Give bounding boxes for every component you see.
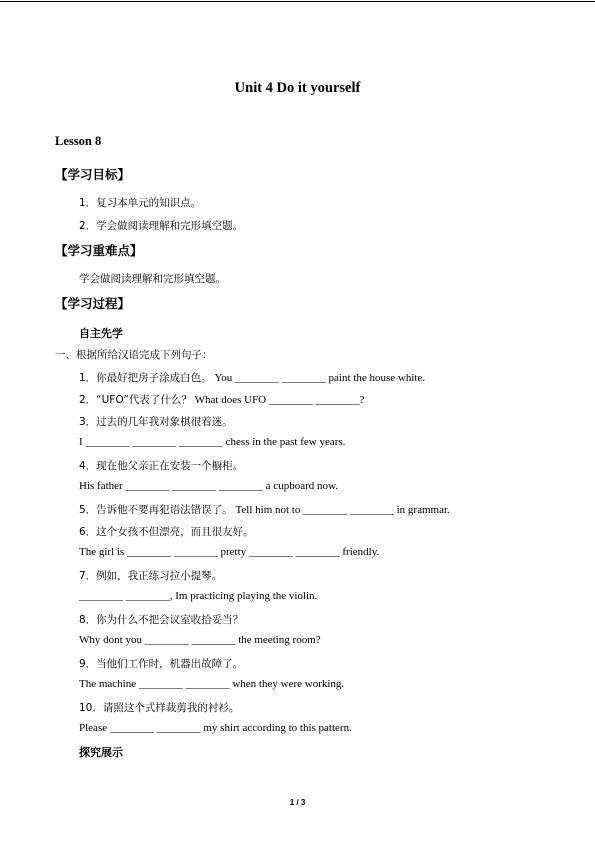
exercise-row-7-answer [79, 590, 317, 602]
exercise-row-8 [79, 612, 243, 627]
exercise-row-1 [79, 370, 425, 385]
exercise-row-7 [79, 568, 222, 583]
exercise-row-10 [79, 700, 239, 715]
keypoints-heading: 【学习重难点】 [55, 243, 143, 258]
exercise-row-4 [79, 458, 243, 473]
exercise-cn: 4．现在他父亲正在安装一个橱柜。 [79, 460, 244, 472]
exercise-cn: 10．请照这个式样裁剪我的衬衫。 [79, 702, 240, 714]
exercise-en: The girl is ________ ________ pretty ________ ________ friendly. [79, 546, 380, 558]
exercise-en: Why dont you ________ ________ the meeting room? [79, 634, 321, 646]
exercise-row-3-answer [79, 436, 345, 448]
exercise-cn: 6．这个女孩不但漂亮，而且很友好。 [79, 526, 254, 538]
exercise-row-2 [79, 392, 365, 407]
page-title: Unit 4 Do it yourself [234, 80, 361, 96]
page-number: 1 / 3 [289, 798, 306, 807]
exercise-cn: 8．你为什么不把会议室收拾妥当？ [79, 614, 244, 626]
exercise-row-9-answer [79, 678, 344, 690]
process-heading: 【学习过程】 [55, 296, 131, 311]
exercise-row-6 [79, 524, 254, 539]
self-study-heading: 自主先学 [79, 327, 123, 340]
lesson-heading: Lesson 8 [55, 134, 102, 148]
exercise-en: Please ________ ________ my shirt according to this pattern. [79, 722, 352, 734]
goal-item-1: 1．复习本单元的知识点。 [79, 197, 202, 209]
exercise-en: I ________ ________ ________ chess in the past few years. [79, 436, 346, 448]
exercise-cn: 7．例如，我正练习拉小提琴。 [79, 570, 223, 582]
exercise-row-5 [79, 502, 450, 517]
exercise-row-8-answer [79, 634, 321, 646]
exercise-cn: 5．告诉他不要再犯语法错误了。 [79, 504, 233, 516]
exercise-cn: 1．你最好把房子涂成白色。 [79, 372, 212, 384]
exercise-en: His father ________ ________ ________ a cupboard now. [79, 480, 338, 492]
exercise-en: You ________ ________ paint the house white. [214, 372, 426, 384]
exercise-cn: 2．“UFO”代表了什么？ [79, 394, 192, 406]
goals-heading: 【学习目标】 [55, 167, 131, 182]
explore-heading: 探究展示 [79, 746, 123, 759]
exercise-en: What does UFO ________ ________? [194, 394, 365, 406]
exercise-row-9 [79, 656, 243, 671]
exercise-en: Tell him not to ________ ________ in grammar. [235, 504, 450, 516]
part-one-instruction: 一、根据所给汉语完成下列句子： [55, 349, 213, 361]
exercise-row-3 [79, 414, 233, 429]
exercise-en: The machine ________ ________ when they were working. [79, 678, 345, 690]
goal-item-2: 2．学会做阅读理解和完形填空题。 [79, 220, 244, 232]
top-rule [0, 1, 595, 2]
exercise-cn: 9．当他们工作时，机器出故障了。 [79, 658, 244, 670]
exercise-cn: 3．过去的几年我对象棋很着迷。 [79, 416, 233, 428]
exercise-row-6-answer [79, 546, 379, 558]
exercise-row-10-answer [79, 722, 352, 734]
exercise-en: ________ ________, Im practicing playing the violin. [79, 590, 318, 602]
exercise-row-4-answer [79, 480, 338, 492]
keypoints-text: 学会做阅读理解和完形填空题。 [79, 273, 226, 285]
